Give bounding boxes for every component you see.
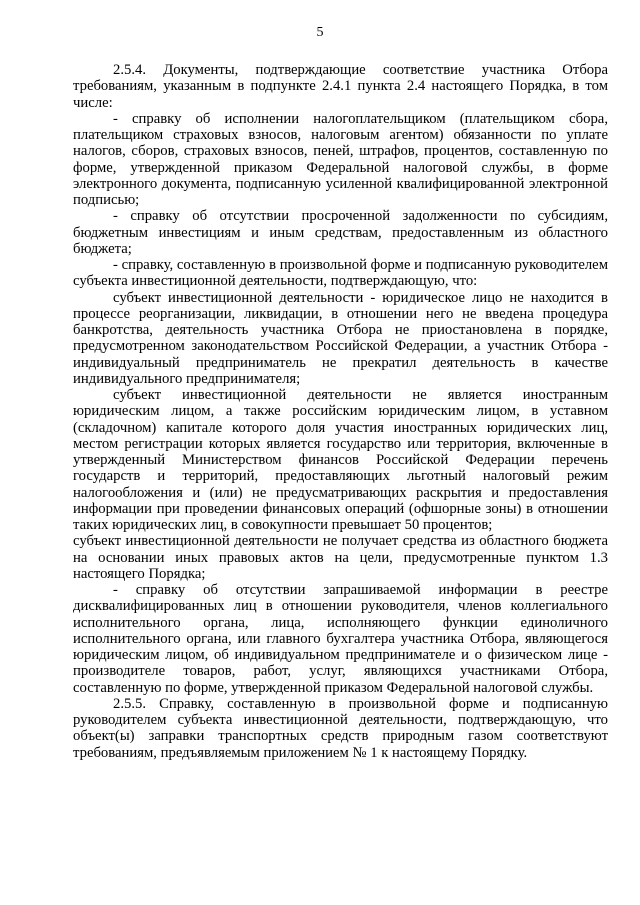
paragraph-tax-certificate: - справку об исполнении налогоплательщиком (плательщиком сбора, плательщиком страховых взносов, налоговым агентом) обязанности по уплате налогов, сборов, страховых взносов, пеней, штрафов, процентов, составленную по форме, утвержденной приказом Федеральной налоговой службы, в форме электронного документа, подписанную усиленной квалифицированной электронной подписью;: [73, 110, 608, 208]
document-body: [73, 62, 608, 761]
paragraph-no-other-funds: субъект инвестиционной деятельности не получает средства из областного бюджета на основании иных правовых актов на цели, предусмотренные пунктом 1.3 настоящего Порядка;: [73, 533, 608, 582]
paragraph-not-in-reorganization: субъект инвестиционной деятельности - юридическое лицо не находится в процессе реорганизации, ликвидации, в отношении него не введена процедура банкротства, деятельность участника Отбора не приостановлена в порядке, предусмотренном законодательством Российской Федерации, а участник Отбора - индивидуальный предприниматель не прекратил деятельность в качестве индивидуального предпринимателя;: [73, 289, 608, 387]
paragraph-disqualified-registry: - справку об отсутствии запрашиваемой информации в реестре дисквалифицированных лиц в отношении руководителя, членов коллегиального исполнительного органа, лица, исполняющего функции единоличного исполнительного органа, или главного бухгалтера участника Отбора, являющегося юридическим лицом, об индивидуальном предпринимателе и о физическом лице - производителе товаров, работ, услуг, являющихся участниками Отбора, составленную по форме, утвержденной приказом Федеральной налоговой службы.: [73, 582, 608, 696]
paragraph-2-5-5: 2.5.5. Справку, составленную в произвольной форме и подписанную руководителем субъекта инвестиционной деятельности, подтверждающую, что объект(ы) заправки транспортных средств природным газом соответствуют требованиям, предъявляемым приложением № 1 к настоящему Порядку.: [73, 695, 608, 761]
page-number: 5: [316, 25, 324, 40]
paragraph-2-5-4: 2.5.4. Документы, подтверждающие соответствие участника Отбора требованиям, указанным в подпункте 2.4.1 пункта 2.4 настоящего Порядка, в том числе:: [73, 62, 608, 111]
paragraph-no-debt-certificate: - справку об отсутствии просроченной задолженности по субсидиям, бюджетным инвестициям и иным средствам, предоставленным из областного бюджета;: [73, 208, 608, 257]
paragraph-not-foreign-entity: субъект инвестиционной деятельности не является иностранным юридическим лицом, а также российским юридическим лицом, в уставном (складочном) капитале которого доля участия иностранных юридических лиц, местом регистрации которых является государство или территория, включенные в утвержденный Министерством финансов Российской Федерации перечень государств и территорий, предоставляющих льготный налоговый режим налогообложения и (или) не предусматривающих раскрытия и предоставления информации при проведении финансовых операций (офшорные зоны) в отношении таких юридических лиц, в совокупности превышает 50 процентов;: [73, 387, 608, 533]
paragraph-free-form-certificate: - справку, составленную в произвольной форме и подписанную руководителем субъекта инвестиционной деятельности, подтверждающую, что:: [73, 257, 608, 290]
